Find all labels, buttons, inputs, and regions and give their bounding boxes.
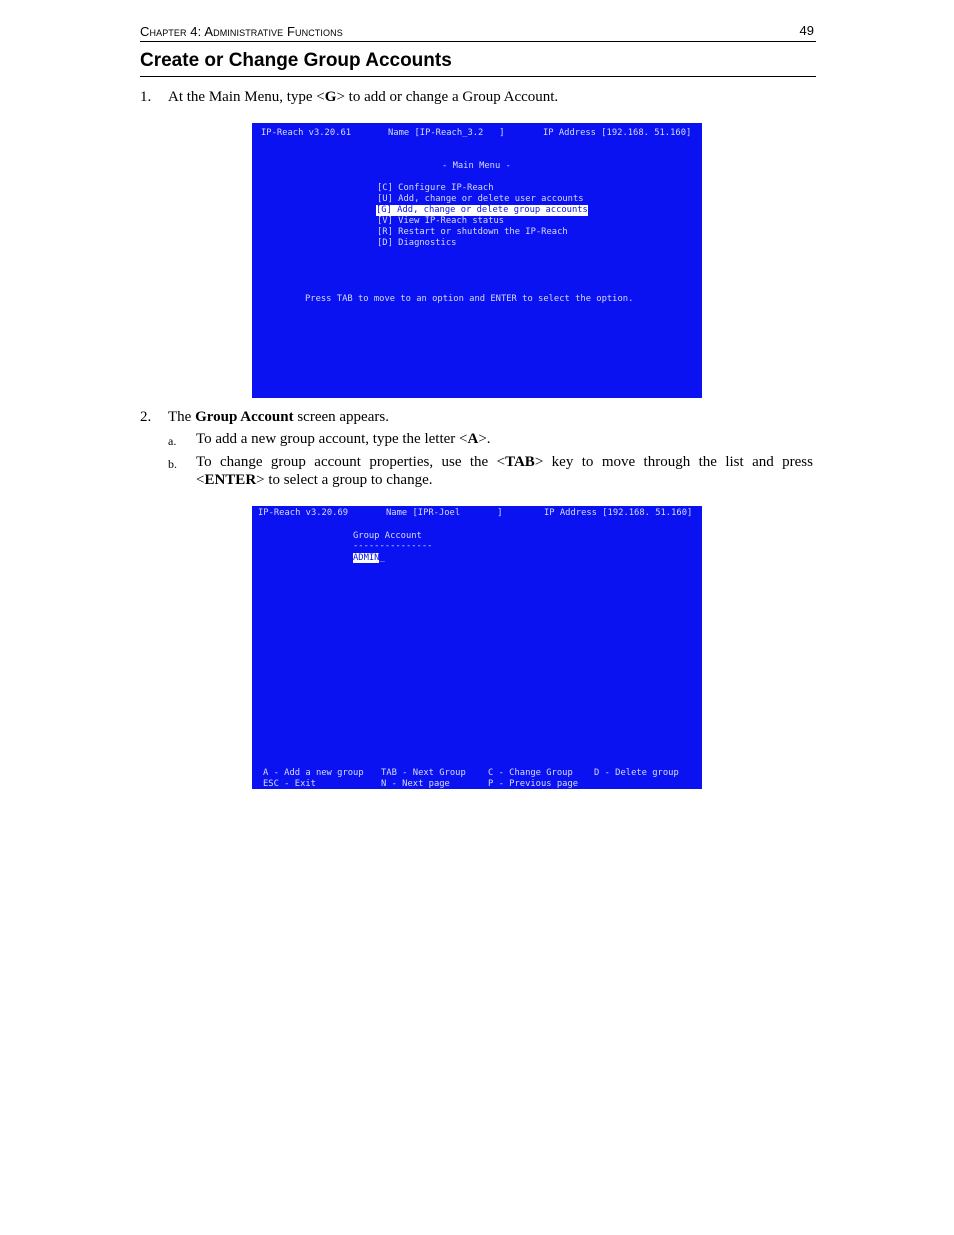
step-2-bold: Group Account [195, 409, 294, 425]
step-1-text [168, 88, 558, 106]
group-list-item[interactable] [353, 553, 385, 564]
step-2-number: 2. [140, 409, 152, 425]
menu-item-users[interactable]: [U] Add, change or delete user accounts [377, 194, 584, 204]
navigation-hint: Press TAB to move to an option and ENTER to select the option. [305, 294, 634, 304]
key-delete-group: D - Delete group [594, 768, 679, 778]
status-ip: IP Address [192.168. 51.160] [543, 128, 692, 138]
step-2-text-before: The [168, 409, 196, 425]
step-2b-letter: b. [168, 457, 177, 471]
menu-item-status[interactable]: [V] View IP-Reach status [377, 216, 505, 226]
status-name: Name [IPR-Joel ] [386, 508, 503, 518]
step-2 [140, 408, 820, 426]
group-account-screenshot [252, 506, 702, 789]
step-1-text-after: > to add or change a Group Account. [336, 89, 559, 105]
step-2b-text-3: > to select a group to change. [256, 472, 433, 488]
step-1-text-before: At the Main Menu, type < [168, 89, 325, 105]
step-2-text [168, 408, 389, 426]
step-2b-text-2: > key to move through the list and press < [196, 454, 813, 488]
status-version: IP-Reach v3.20.69 [258, 508, 349, 518]
section-title: Create or Change Group Accounts [140, 50, 816, 77]
group-name-admin[interactable]: ADMIN [353, 553, 380, 563]
step-2a-text-before: To add a new group account, type the letter < [196, 431, 468, 447]
step-2b-key-tab: TAB [505, 454, 535, 470]
step-2a-text [196, 430, 491, 448]
key-exit: ESC - Exit [263, 779, 316, 789]
chapter-label: Chapter 4: Administrative Functions [140, 24, 343, 39]
running-header [140, 22, 816, 42]
key-next-group: TAB - Next Group [381, 768, 466, 778]
key-next-page: N - Next page [381, 779, 450, 789]
step-1-key: G [324, 89, 337, 105]
status-ip: IP Address [192.168. 51.160] [544, 508, 693, 518]
step-2a-letter: a. [168, 434, 177, 448]
menu-item-groups[interactable]: [G] Add, change or delete group accounts [376, 205, 588, 215]
key-previous-page: P - Previous page [488, 779, 579, 789]
main-menu-screenshot [252, 123, 702, 398]
key-add-group: A - Add a new group [263, 768, 364, 778]
step-2a-key: A [467, 431, 479, 447]
menu-item-restart[interactable]: [R] Restart or shutdown the IP-Reach [377, 227, 568, 237]
page-number: 49 [799, 23, 814, 38]
step-1-number: 1. [140, 89, 152, 105]
step-2b-key-enter: ENTER [204, 472, 257, 488]
main-menu-title: - Main Menu - [442, 161, 511, 171]
key-change-group: C - Change Group [488, 768, 573, 778]
menu-item-configure[interactable]: [C] Configure IP-Reach [377, 183, 494, 193]
step-1 [140, 88, 820, 106]
menu-item-diagnostics[interactable]: [D] Diagnostics [377, 238, 457, 248]
step-2b-text [196, 453, 813, 489]
step-2-text-after: screen appears. [293, 409, 389, 425]
heading-underline: --------------- [353, 541, 433, 551]
step-2a-text-after: >. [478, 431, 491, 447]
status-name: Name [IP-Reach_3.2 ] [388, 128, 505, 138]
group-account-heading: Group Account [353, 531, 422, 541]
text-cursor: _ [379, 553, 385, 563]
step-2b-text-1: To change group account properties, use the < [196, 454, 506, 470]
status-version: IP-Reach v3.20.61 [261, 128, 352, 138]
